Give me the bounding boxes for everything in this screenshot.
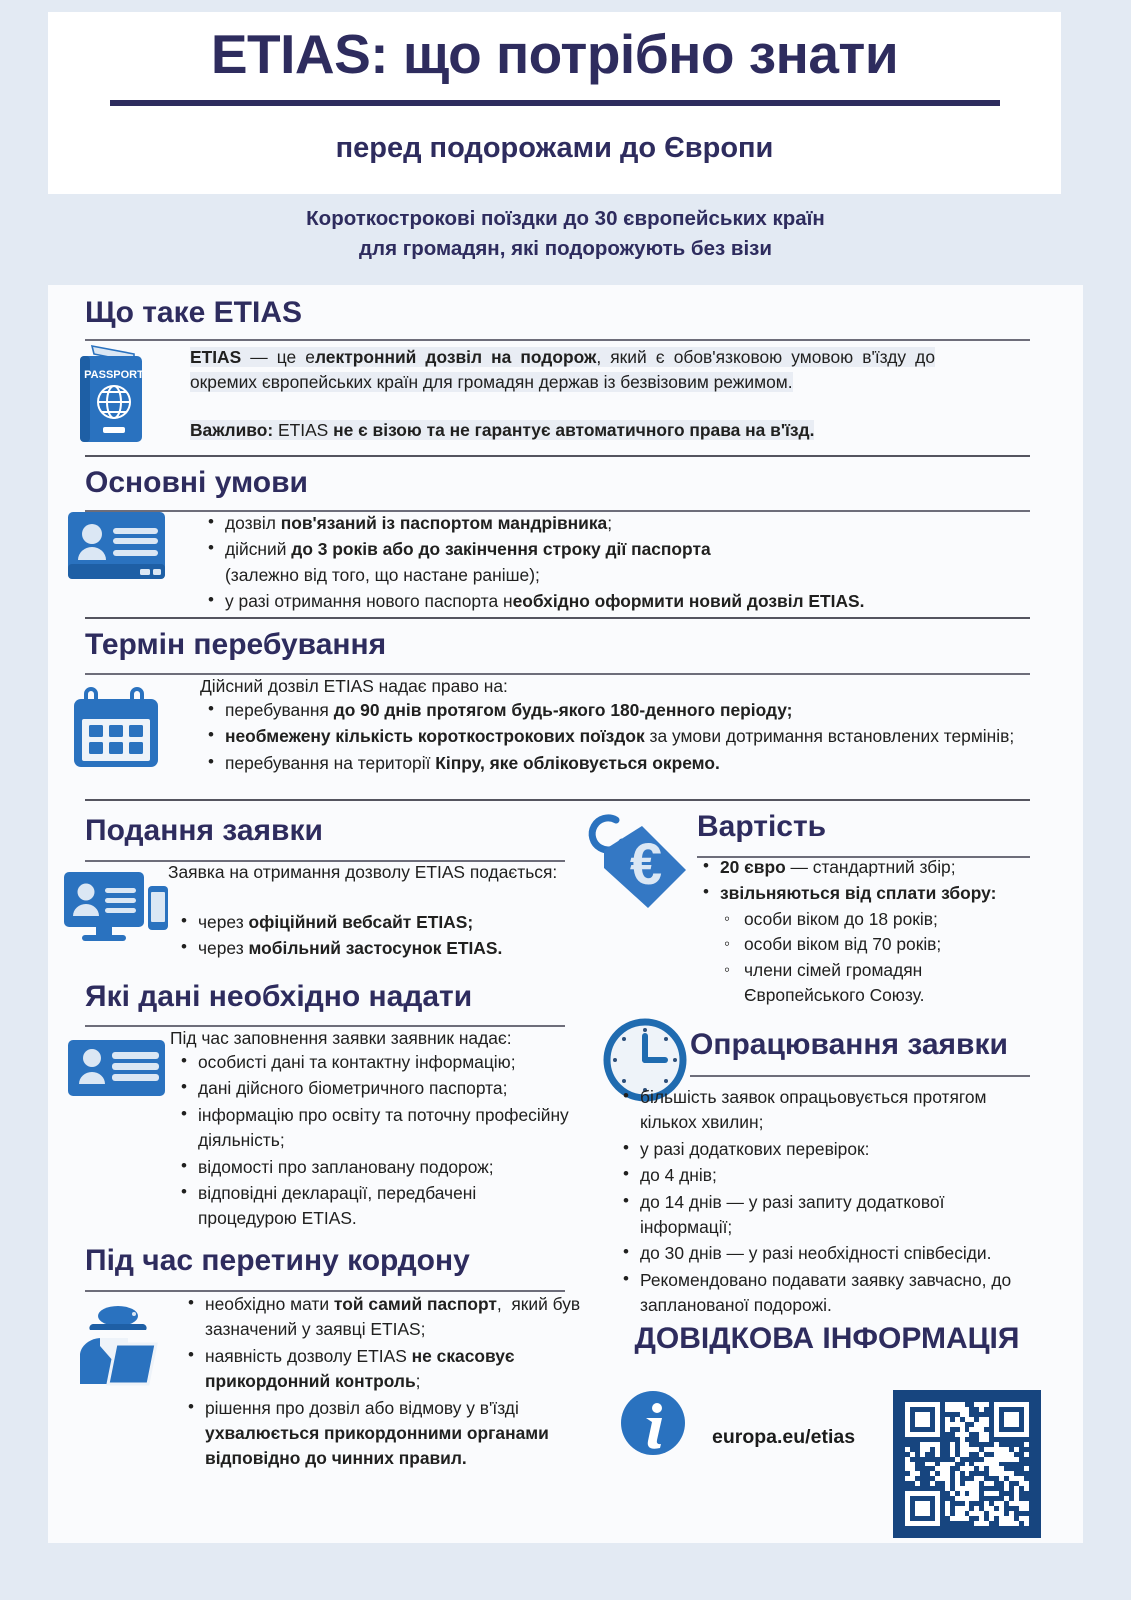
required-data-id-card-icon <box>68 1040 165 1096</box>
section-heading-application: Подання заявки <box>85 814 323 847</box>
id-card-icon <box>68 512 165 579</box>
list-item: • необхідно мати той самий паспорт, який був зазначений у заявці ETIAS; <box>185 1292 593 1343</box>
passport-icon <box>72 340 152 445</box>
cost-item: • 20 євро — стандартний збір; <box>700 855 1030 880</box>
lead-text <box>0 204 1131 263</box>
list-item: • рішення про дозвіл або відмову у в'їзді ухвалюється прикордонними органами відповідно до чинних правил. <box>185 1396 593 1472</box>
list-item: • дійсний до 3 років або до закінчення строку дії паспорта (залежно від того, що настане раніше); <box>205 537 995 588</box>
section-heading-main-conditions: Основні умови <box>85 466 308 499</box>
desktop-mobile-icon <box>64 872 169 944</box>
list-item: • особисті дані та контактну інформацію; <box>178 1050 578 1075</box>
border-crossing-list <box>185 1292 593 1473</box>
list-item: • перебування до 90 днів протягом будь-якого 180-денного періоду; <box>205 698 1030 723</box>
list-item: • необмежену кількість короткострокових поїздок за умови дотримання встановлених термінів; <box>205 724 1030 749</box>
section-rule-processing <box>690 1075 1030 1077</box>
stay-duration-list <box>205 698 1030 777</box>
cost-exempt-list <box>720 907 1030 1009</box>
list-item: • до 30 днів — у разі необхідності співбесіди. <box>620 1241 1035 1266</box>
section-divider-2 <box>85 617 1030 619</box>
what-is-etias-paragraph-1 <box>190 345 935 396</box>
list-item: ◦ особи віком до 18 років; <box>720 907 1030 932</box>
list-item: ◦ члени сімей громадян Європейського Союзу. <box>720 958 1030 1009</box>
what-is-etias-paragraph-1-text: ETIAS — це електронний дозвіл на подорож, який є обов'язковою умовою в'їзду до окремих європейських країн для громадян держав із безвізовим режимом. <box>190 347 935 393</box>
page-title: ETIAS: що потрібно знати <box>210 23 899 85</box>
section-heading-border-crossing: Під час перетину кордону <box>85 1244 470 1277</box>
required-data-lead: Під час заповнення заявки заявник надає: <box>170 1028 512 1048</box>
list-item: • у разі отримання нового паспорта необхідно оформити новий дозвіл ETIAS. <box>205 589 995 614</box>
list-item: • відомості про заплановану подорож; <box>178 1155 578 1180</box>
cost-item: • звільняються від сплати збору: ◦ особи віком до 18 років; ◦ особи віком від 70 років; ◦ члени сімей громадян Європейського Союзу. <box>700 881 1030 1008</box>
list-item: • до 4 днів; <box>620 1163 1035 1188</box>
section-heading-required-data: Які дані необхідно надати <box>85 980 473 1013</box>
application-list <box>178 910 578 963</box>
lead-line-1: Короткострокові поїздки до 30 європейських країн <box>306 207 825 230</box>
list-item: • дозвіл пов'язаний із паспортом мандрівника; <box>205 511 995 536</box>
processing-list <box>620 1085 1035 1320</box>
section-divider-3b <box>592 799 1030 801</box>
list-item: • перебування на території Кіпру, яке обліковується окремо. <box>205 751 1030 776</box>
stay-duration-lead: Дійсний дозвіл ETIAS надає право на: <box>200 676 508 696</box>
application-lead: Заявка на отримання дозволу ETIAS подається: <box>168 862 558 882</box>
title-divider <box>110 100 1000 106</box>
price-tag-euro-icon <box>580 806 698 924</box>
what-is-etias-paragraph-2 <box>190 418 890 443</box>
list-item: • більшість заявок опрацьовується протягом кількох хвилин; <box>620 1085 1035 1136</box>
reference-url[interactable]: europa.eu/etias <box>712 1426 856 1448</box>
info-circle-icon <box>620 1390 686 1456</box>
list-item: • інформацію про освіту та поточну професійну діяльність; <box>178 1103 578 1154</box>
list-item: • Рекомендовано подавати заявку завчасно, до запланованої подорожі. <box>620 1268 1035 1319</box>
page-subtitle: перед подорожами до Європи <box>335 131 774 164</box>
list-item: ◦ особи віком від 70 років; <box>720 932 1030 957</box>
qr-code[interactable] <box>893 1390 1041 1538</box>
what-is-etias-paragraph-2-text: Важливо: ETIAS не є візою та не гарантує автоматичного права на в'їзд. <box>190 420 815 440</box>
header-banner <box>48 12 1061 194</box>
list-item: • дані дійсного біометричного паспорта; <box>178 1076 578 1101</box>
list-item: • у разі додаткових перевірок: <box>620 1137 1035 1162</box>
section-heading-processing: Опрацювання заявки <box>690 1028 1008 1061</box>
calendar-icon <box>72 686 160 770</box>
lead-line-2: для громадян, які подорожують без візи <box>359 236 772 260</box>
list-item: • наявність дозволу ETIAS не скасовує прикордонний контроль; <box>185 1344 593 1395</box>
section-heading-cost: Вартість <box>697 810 827 843</box>
list-item: • через мобільний застосунок ETIAS. <box>178 936 578 961</box>
section-heading-what-is-etias: Що таке ETIAS <box>85 296 302 329</box>
list-item: • до 14 днів — у разі запиту додаткової інформації; <box>620 1190 1035 1241</box>
list-item: • відповідні декларації, передбачені процедурою ETIAS. <box>178 1181 578 1232</box>
passport-icon-label: PASSPORT <box>84 369 144 381</box>
reference-heading: ДОВІДКОВА ІНФОРМАЦІЯ <box>634 1322 1020 1355</box>
section-divider-1 <box>85 455 1030 457</box>
section-heading-stay-duration: Термін перебування <box>85 628 387 661</box>
section-rule-what-is-etias <box>85 339 1030 341</box>
border-officer-icon <box>72 1302 164 1392</box>
required-data-list <box>178 1050 578 1233</box>
list-item: • через офіційний вебсайт ETIAS; <box>178 910 578 935</box>
qr-code-grid <box>905 1402 1029 1526</box>
svg-text:€: € <box>629 832 663 897</box>
cost-list <box>700 855 1030 1009</box>
main-conditions-list <box>205 511 995 616</box>
